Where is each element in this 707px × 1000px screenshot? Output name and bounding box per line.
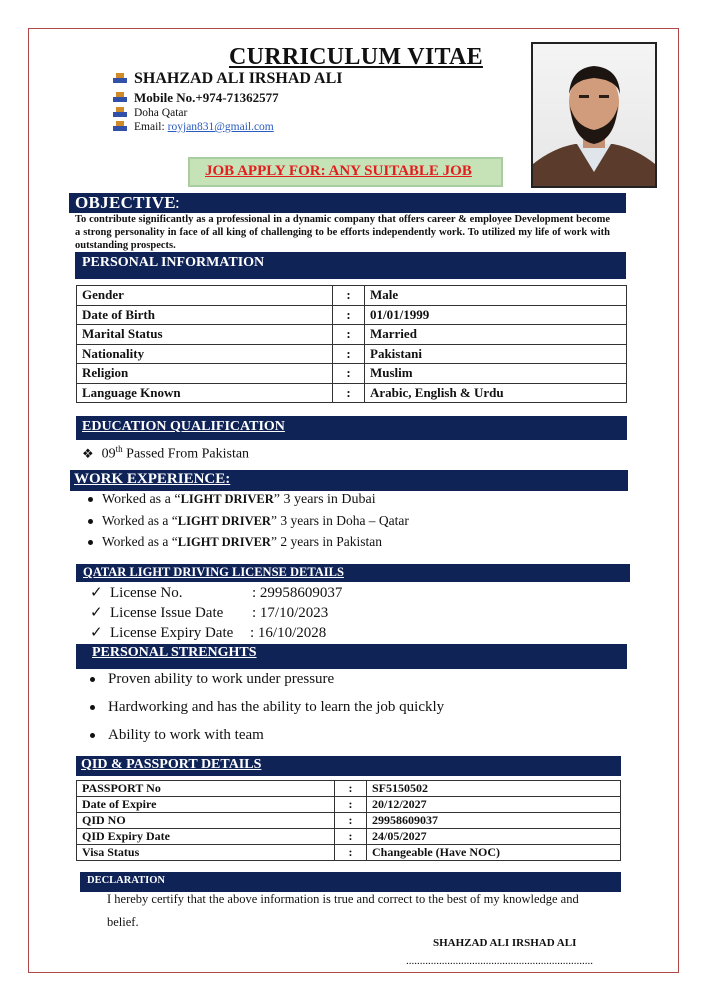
table-row xyxy=(77,781,621,797)
strengths-heading: PERSONAL STRENGHTS xyxy=(92,645,257,660)
row-label: QID NO xyxy=(77,813,335,829)
declaration-line-1: I hereby certify that the above information is true and correct to the best of my knowledge and xyxy=(107,892,579,906)
cv-title: CURRICULUM VITAE xyxy=(229,44,483,70)
row-sep: : xyxy=(333,364,365,384)
row-label: Date of Birth xyxy=(77,305,333,325)
personal-info-heading-bar xyxy=(75,252,626,279)
header-mobile-row xyxy=(113,90,279,106)
education-heading: EDUCATION QUALIFICATION xyxy=(82,419,285,434)
row-sep: : xyxy=(335,813,367,829)
list-item xyxy=(90,623,326,642)
row-label: Religion xyxy=(77,364,333,384)
signature-name: SHAHZAD ALI IRSHAD ALI xyxy=(433,937,577,949)
pin-bullet-icon xyxy=(113,121,127,133)
row-value: Pakistani xyxy=(365,344,627,364)
education-grade: 09 xyxy=(101,446,116,462)
personal-info-table xyxy=(76,285,627,403)
row-label: QID Expiry Date xyxy=(77,829,335,845)
header-email-row xyxy=(113,121,274,133)
row-label: Visa Status xyxy=(77,845,335,861)
job-apply-banner xyxy=(188,157,503,187)
table-row xyxy=(77,305,627,325)
work-heading-bar xyxy=(70,470,628,491)
education-grade-suffix: th xyxy=(115,444,123,454)
license-label: License No. xyxy=(110,585,183,601)
table-row xyxy=(77,344,627,364)
check-icon: ✓ xyxy=(90,585,103,601)
check-icon: ✓ xyxy=(90,605,103,621)
row-value: Arabic, English & Urdu xyxy=(365,383,627,403)
qid-table xyxy=(76,780,621,861)
row-label: Language Known xyxy=(77,383,333,403)
row-value: Muslim xyxy=(365,364,627,384)
profile-photo xyxy=(531,42,657,188)
list-item xyxy=(90,603,328,622)
license-heading-bar xyxy=(76,564,630,582)
pin-bullet-icon xyxy=(113,107,127,119)
declaration-heading: DECLARATION xyxy=(87,875,165,886)
row-label: Gender xyxy=(77,286,333,306)
table-row xyxy=(77,845,621,861)
email-label: Email: xyxy=(134,121,165,133)
row-value: 01/01/1999 xyxy=(365,305,627,325)
job-apply-text: JOB APPLY FOR: ANY SUITABLE JOB xyxy=(205,163,472,179)
license-value: : 16/10/2028 xyxy=(250,625,327,641)
table-row xyxy=(77,829,621,845)
declaration-heading-bar xyxy=(80,872,621,892)
bullet-icon xyxy=(90,705,95,710)
education-item xyxy=(82,444,249,463)
row-label: Date of Expire xyxy=(77,797,335,813)
qid-heading-bar xyxy=(76,756,621,776)
bullet-icon xyxy=(88,497,93,502)
declaration-line-2: belief. xyxy=(107,915,139,929)
strengths-heading-bar xyxy=(76,644,627,669)
bullet-icon xyxy=(88,519,93,524)
qid-heading: QID & PASSPORT DETAILS xyxy=(81,757,262,772)
list-item xyxy=(90,583,342,602)
objective-heading-colon: : xyxy=(175,193,180,212)
list-item: Proven ability to work under pressure xyxy=(90,671,334,688)
row-sep: : xyxy=(335,797,367,813)
objective-text: To contribute significantly as a professional in a dynamic company that offers career & employee Development become a strong personality in face of all king of challenging to be efforts independently work. To utilized my life of work with outstanding prospects. xyxy=(75,214,610,251)
signature-line: .................................................................... xyxy=(406,955,593,967)
objective-heading: OBJECTIVE xyxy=(75,193,176,212)
table-row xyxy=(77,797,621,813)
objective-heading-bar xyxy=(69,193,626,213)
license-value: : 17/10/2023 xyxy=(252,605,329,621)
row-sep: : xyxy=(335,829,367,845)
row-sep: : xyxy=(333,325,365,345)
row-value: Married xyxy=(365,325,627,345)
email-link[interactable]: royjan831@gmail.com xyxy=(167,121,274,133)
row-sep: : xyxy=(335,845,367,861)
candidate-name: SHAHZAD ALI IRSHAD ALI xyxy=(134,70,343,87)
row-value: SF5150502 xyxy=(367,781,621,797)
row-label: Marital Status xyxy=(77,325,333,345)
pin-bullet-icon xyxy=(113,73,127,85)
work-heading: WORK EXPERIENCE: xyxy=(74,471,231,487)
table-row xyxy=(77,383,627,403)
table-row xyxy=(77,813,621,829)
header-name-row xyxy=(113,70,343,88)
personal-info-heading: PERSONAL INFORMATION xyxy=(82,255,265,270)
table-row xyxy=(77,325,627,345)
row-label: Nationality xyxy=(77,344,333,364)
list-item: Hardworking and has the ability to learn the job quickly xyxy=(90,699,444,716)
license-label: License Expiry Date xyxy=(110,625,234,641)
row-sep: : xyxy=(333,383,365,403)
license-value: : 29958609037 xyxy=(252,585,343,601)
header-location-row xyxy=(113,107,187,119)
row-label: PASSPORT No xyxy=(77,781,335,797)
license-heading: QATAR LIGHT DRIVING LICENSE DETAILS xyxy=(83,565,344,579)
row-sep: : xyxy=(335,781,367,797)
mobile-number: Mobile No.+974-71362577 xyxy=(134,90,279,105)
table-row xyxy=(77,364,627,384)
row-value: 24/05/2027 xyxy=(367,829,621,845)
list-item: Worked as a “LIGHT DRIVER” 3 years in Dubai xyxy=(88,492,376,508)
check-icon: ✓ xyxy=(90,625,103,641)
list-item: Ability to work with team xyxy=(90,727,264,744)
bullet-icon xyxy=(90,733,95,738)
row-value: Male xyxy=(365,286,627,306)
row-value: 29958609037 xyxy=(367,813,621,829)
education-heading-bar xyxy=(76,416,627,440)
row-sep: : xyxy=(333,286,365,306)
list-item: Worked as a “LIGHT DRIVER” 3 years in Doha – Qatar xyxy=(88,513,409,529)
bullet-icon xyxy=(90,677,95,682)
row-sep: : xyxy=(333,344,365,364)
license-label: License Issue Date xyxy=(110,605,224,621)
row-sep: : xyxy=(333,305,365,325)
education-text: Passed From Pakistan xyxy=(122,446,250,462)
bullet-icon xyxy=(88,540,93,545)
row-value: Changeable (Have NOC) xyxy=(367,845,621,861)
list-item: Worked as a “LIGHT DRIVER” 2 years in Pakistan xyxy=(88,534,382,550)
location: Doha Qatar xyxy=(134,107,188,119)
diamond-bullet-icon: ❖ xyxy=(82,445,94,461)
pin-bullet-icon xyxy=(113,92,127,104)
table-row xyxy=(77,286,627,306)
row-value: 20/12/2027 xyxy=(367,797,621,813)
portrait-image xyxy=(533,44,655,186)
